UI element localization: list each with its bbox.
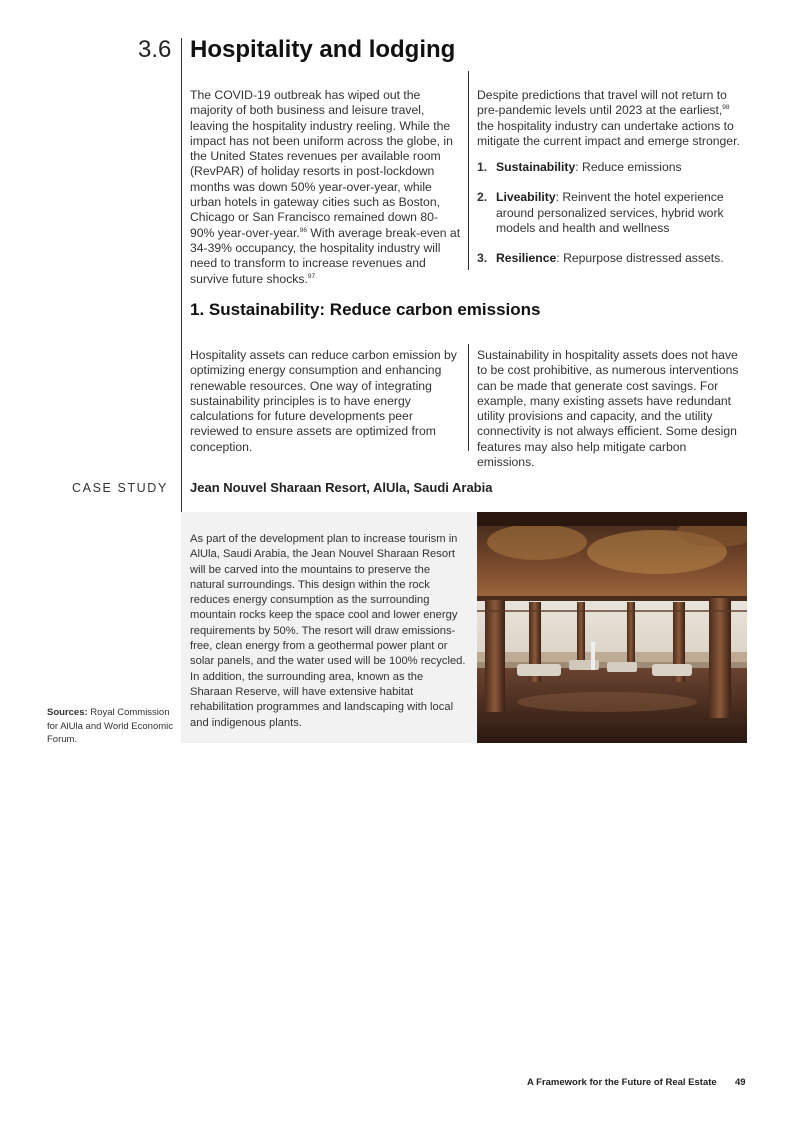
section-number: 3.6: [138, 36, 172, 63]
actions-list: [477, 160, 747, 266]
action-term: Sustainability: [496, 160, 576, 175]
footer-report-title: A Framework for the Future of Real Estate: [527, 1077, 717, 1088]
action-number: 1.: [477, 160, 488, 175]
action-item-sustainability: [477, 160, 747, 175]
intro-right-text-1: Despite predictions that travel will not return to pre-pandemic levels until 2023 at the earliest,: [477, 88, 727, 118]
intro-left-text-1: The COVID-19 outbreak has wiped out the majority of both business and leisure travel, leaving the hospitality industry reeling. While the impact has not been uniform across the globe, in the United States revenues per available room (RevPAR) of holiday resorts in post-lockdown months was down 50% year-over-year, while urban hotels in gateway cities such as Boston, Chicago or San Francisco remained down 80-90% year-over-year.: [190, 88, 453, 240]
sustainability-left-text: Hospitality assets can reduce carbon emission by optimizing energy consumption and enhancing renewable resources. One way of integrating sustainability principles is to have energy calculations for future developments peer reviewed to ensure assets are optimized from conception.: [190, 348, 457, 454]
action-term: Liveability: [496, 190, 556, 205]
footnote-ref-97: 97: [307, 272, 316, 280]
footnote-ref-98: 98: [722, 104, 730, 112]
section-title: Hospitality and lodging: [190, 36, 456, 63]
case-study-title: Jean Nouvel Sharaan Resort, AlUla, Saudi Arabia: [190, 480, 493, 495]
action-description: : Reinvent the hotel experience around personalized services, hybrid work models and health and wellness: [496, 190, 724, 236]
sustainability-heading: 1. Sustainability: Reduce carbon emissions: [190, 300, 541, 319]
case-study-body: As part of the development plan to increase tourism in AlUla, Saudi Arabia, the Jean Nouvel Sharaan Resort will be carved into the mountains to preserve the natural surroundings. This design within the rock reduces energy consumption as the surrounding mountain rocks keep the space cool and lower energy requirements by 50%. The resort will draw emissions-free, clean energy from a geothermal power plant or solar panels, and the water used will be 100% recycled. In addition, the surrounding area, known as the Sharaan Reserve, will have extensive habitat rehabilitation programmes and landscaping with local and indigenous plants.: [190, 533, 466, 729]
sustainability-right-text: Sustainability in hospitality assets does not have to be cost prohibitive, as numerous interventions can be made that generate cost savings. For example, many existing assets have redundant utility provisions and capacity, and the utility connectivity is not always efficient. Some design features may also help mitigate carbon emissions.: [477, 348, 739, 470]
sources-text: Royal Commission for AlUla and World Economic Forum.: [47, 707, 174, 745]
sources-label: Sources:: [47, 707, 88, 718]
case-study-sources: [47, 706, 177, 747]
intro-right-paragraph: [477, 88, 747, 149]
action-description: : Repurpose distressed assets.: [556, 251, 724, 266]
action-item-resilience: [477, 251, 747, 266]
action-item-liveability: [477, 190, 747, 236]
case-study-label: CASE STUDY: [72, 481, 168, 495]
sustainability-column-divider: [468, 344, 469, 451]
action-number: 2.: [477, 190, 488, 205]
action-term: Resilience: [496, 251, 557, 266]
intro-column-divider: [468, 71, 469, 270]
action-number: 3.: [477, 251, 488, 266]
intro-left-text-2: With average break-even at 34-39% occupancy, the hospitality industry will need to transform to increase revenues and survive future shocks.: [190, 225, 461, 286]
intro-right-text-2: the hospitality industry can undertake actions to mitigate the current impact and emerge stronger.: [477, 118, 740, 148]
resort-interior-photo: [477, 512, 747, 743]
resort-interior-illustration: [477, 512, 747, 743]
intro-left-column: [190, 88, 462, 287]
footnote-ref-96: 96: [299, 226, 307, 234]
footer-page-number: 49: [735, 1077, 746, 1088]
action-description: : Reduce emissions: [575, 160, 682, 175]
intro-right-column: [477, 88, 747, 282]
